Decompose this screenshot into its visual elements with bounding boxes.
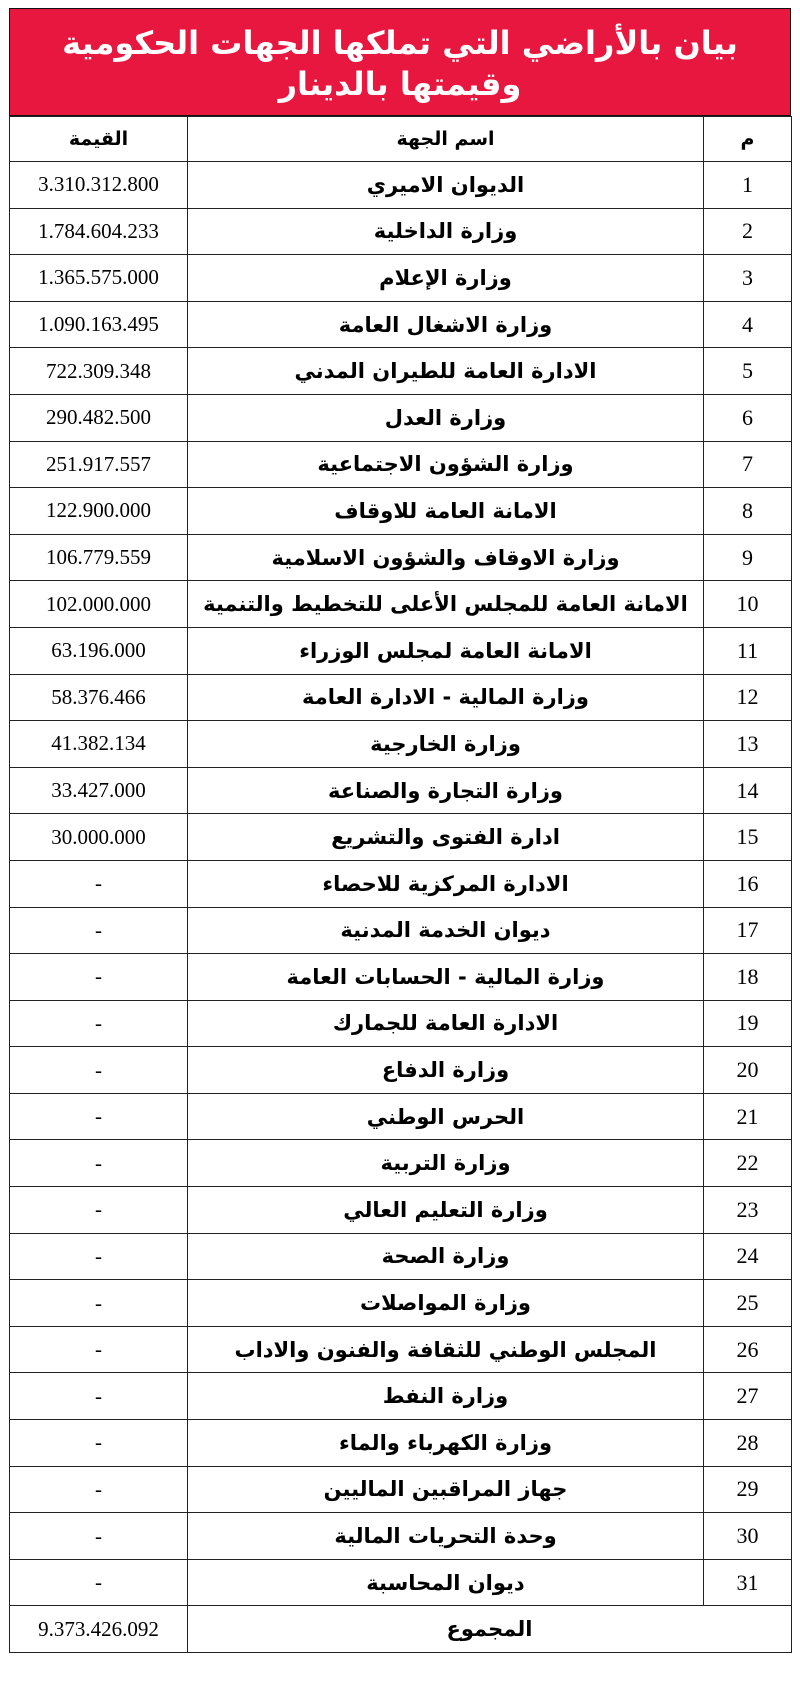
table-row xyxy=(10,1326,792,1373)
row-entity-name: وزارة الإعلام xyxy=(188,255,704,302)
row-entity-name: وزارة النفط xyxy=(188,1373,704,1420)
row-number: 27 xyxy=(704,1373,792,1420)
table-row xyxy=(10,954,792,1001)
table-row xyxy=(10,721,792,768)
row-number: 15 xyxy=(704,814,792,861)
row-number: 11 xyxy=(704,627,792,674)
row-entity-name: الديوان الاميري xyxy=(188,162,704,209)
table-row xyxy=(10,394,792,441)
row-entity-name: الادارة المركزية للاحصاء xyxy=(188,860,704,907)
row-entity-name: وزارة الشؤون الاجتماعية xyxy=(188,441,704,488)
table-row xyxy=(10,1420,792,1467)
row-value: - xyxy=(10,1559,188,1606)
row-entity-name: ادارة الفتوى والتشريع xyxy=(188,814,704,861)
row-value: - xyxy=(10,1466,188,1513)
table-row xyxy=(10,255,792,302)
table-row xyxy=(10,441,792,488)
row-value: - xyxy=(10,1513,188,1560)
table-row xyxy=(10,907,792,954)
row-number: 3 xyxy=(704,255,792,302)
row-number: 23 xyxy=(704,1187,792,1234)
row-number: 10 xyxy=(704,581,792,628)
row-entity-name: ديوان الخدمة المدنية xyxy=(188,907,704,954)
row-value: 30.000.000 xyxy=(10,814,188,861)
total-label: المجموع xyxy=(188,1606,792,1653)
title-banner xyxy=(9,8,791,116)
table-row xyxy=(10,1047,792,1094)
header-number: م xyxy=(704,117,792,162)
table-row xyxy=(10,1466,792,1513)
row-entity-name: وزارة الاشغال العامة xyxy=(188,301,704,348)
row-number: 30 xyxy=(704,1513,792,1560)
row-value: - xyxy=(10,1047,188,1094)
row-value: 122.900.000 xyxy=(10,488,188,535)
row-number: 25 xyxy=(704,1280,792,1327)
row-value: 1.365.575.000 xyxy=(10,255,188,302)
table-row xyxy=(10,162,792,209)
row-value: - xyxy=(10,1000,188,1047)
row-entity-name: وزارة الداخلية xyxy=(188,208,704,255)
row-value: - xyxy=(10,1140,188,1187)
row-number: 2 xyxy=(704,208,792,255)
row-entity-name: الامانة العامة لمجلس الوزراء xyxy=(188,627,704,674)
table-row xyxy=(10,1187,792,1234)
row-number: 1 xyxy=(704,162,792,209)
row-entity-name: وزارة المالية - الحسابات العامة xyxy=(188,954,704,1001)
table-row xyxy=(10,1513,792,1560)
row-value: - xyxy=(10,1187,188,1234)
row-value: - xyxy=(10,907,188,954)
row-entity-name: الادارة العامة للطيران المدني xyxy=(188,348,704,395)
row-number: 9 xyxy=(704,534,792,581)
row-entity-name: وزارة الكهرباء والماء xyxy=(188,1420,704,1467)
row-number: 24 xyxy=(704,1233,792,1280)
row-number: 6 xyxy=(704,394,792,441)
row-number: 4 xyxy=(704,301,792,348)
table-row xyxy=(10,534,792,581)
row-number: 17 xyxy=(704,907,792,954)
row-value: - xyxy=(10,1420,188,1467)
row-value: 102.000.000 xyxy=(10,581,188,628)
header-value: القيمة xyxy=(10,117,188,162)
row-value: 41.382.134 xyxy=(10,721,188,768)
table-row xyxy=(10,1233,792,1280)
row-value: - xyxy=(10,1326,188,1373)
table-row xyxy=(10,814,792,861)
table-row xyxy=(10,1373,792,1420)
row-value: - xyxy=(10,954,188,1001)
row-entity-name: الحرس الوطني xyxy=(188,1093,704,1140)
row-entity-name: ديوان المحاسبة xyxy=(188,1559,704,1606)
row-number: 12 xyxy=(704,674,792,721)
row-entity-name: وزارة التعليم العالي xyxy=(188,1187,704,1234)
row-entity-name: وزارة المالية - الادارة العامة xyxy=(188,674,704,721)
land-table-document xyxy=(9,8,791,1653)
row-value: - xyxy=(10,860,188,907)
row-entity-name: وزارة الصحة xyxy=(188,1233,704,1280)
title-line-2: وقيمتها بالدينار xyxy=(278,65,522,103)
row-entity-name: الامانة العامة للاوقاف xyxy=(188,488,704,535)
total-value: 9.373.426.092 xyxy=(10,1606,188,1653)
row-number: 14 xyxy=(704,767,792,814)
row-number: 19 xyxy=(704,1000,792,1047)
row-number: 18 xyxy=(704,954,792,1001)
table-row xyxy=(10,627,792,674)
row-entity-name: وزارة التجارة والصناعة xyxy=(188,767,704,814)
table-row xyxy=(10,488,792,535)
row-number: 13 xyxy=(704,721,792,768)
table-row xyxy=(10,208,792,255)
table-row xyxy=(10,1559,792,1606)
row-value: 1.784.604.233 xyxy=(10,208,188,255)
row-entity-name: الامانة العامة للمجلس الأعلى للتخطيط والتنمية xyxy=(188,581,704,628)
table-row xyxy=(10,767,792,814)
row-number: 26 xyxy=(704,1326,792,1373)
row-number: 29 xyxy=(704,1466,792,1513)
row-value: 63.196.000 xyxy=(10,627,188,674)
table-row xyxy=(10,1140,792,1187)
row-value: 1.090.163.495 xyxy=(10,301,188,348)
row-value: 722.309.348 xyxy=(10,348,188,395)
row-number: 31 xyxy=(704,1559,792,1606)
row-value: 290.482.500 xyxy=(10,394,188,441)
row-entity-name: وزارة الدفاع xyxy=(188,1047,704,1094)
table-row xyxy=(10,1093,792,1140)
total-row xyxy=(10,1606,792,1653)
row-value: 33.427.000 xyxy=(10,767,188,814)
row-entity-name: وزارة المواصلات xyxy=(188,1280,704,1327)
row-entity-name: المجلس الوطني للثقافة والفنون والاداب xyxy=(188,1326,704,1373)
row-number: 21 xyxy=(704,1093,792,1140)
title-line-1: بيان بالأراضي التي تملكها الجهات الحكومية xyxy=(62,24,738,62)
row-entity-name: الادارة العامة للجمارك xyxy=(188,1000,704,1047)
table-row xyxy=(10,860,792,907)
row-number: 20 xyxy=(704,1047,792,1094)
header-row xyxy=(10,117,792,162)
row-entity-name: وحدة التحريات المالية xyxy=(188,1513,704,1560)
table-row xyxy=(10,1000,792,1047)
row-number: 28 xyxy=(704,1420,792,1467)
row-value: 106.779.559 xyxy=(10,534,188,581)
row-entity-name: وزارة العدل xyxy=(188,394,704,441)
table-row xyxy=(10,581,792,628)
row-entity-name: وزارة الخارجية xyxy=(188,721,704,768)
table-row xyxy=(10,674,792,721)
row-value: 251.917.557 xyxy=(10,441,188,488)
row-value: - xyxy=(10,1233,188,1280)
land-values-table xyxy=(9,116,792,1653)
row-number: 22 xyxy=(704,1140,792,1187)
table-body xyxy=(10,162,792,1606)
table-row xyxy=(10,1280,792,1327)
row-number: 16 xyxy=(704,860,792,907)
row-value: 58.376.466 xyxy=(10,674,188,721)
row-entity-name: وزارة التربية xyxy=(188,1140,704,1187)
row-entity-name: وزارة الاوقاف والشؤون الاسلامية xyxy=(188,534,704,581)
header-name: اسم الجهة xyxy=(188,117,704,162)
row-value: - xyxy=(10,1093,188,1140)
row-number: 5 xyxy=(704,348,792,395)
row-value: - xyxy=(10,1280,188,1327)
table-row xyxy=(10,301,792,348)
row-value: 3.310.312.800 xyxy=(10,162,188,209)
row-value: - xyxy=(10,1373,188,1420)
row-number: 8 xyxy=(704,488,792,535)
table-row xyxy=(10,348,792,395)
row-number: 7 xyxy=(704,441,792,488)
row-entity-name: جهاز المراقبين الماليين xyxy=(188,1466,704,1513)
